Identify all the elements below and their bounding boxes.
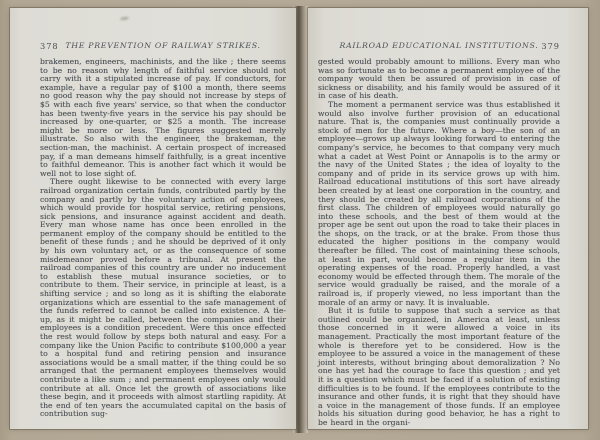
right-page-body (318, 58, 560, 428)
right-page-number: 379 (541, 41, 560, 51)
paragraph: The moment a permanent service was thus established it would also involve further provision of an educational nature. That is, the companies must continually provide a stock of men for the future. Where a boy—the son of an employee—grows up always looking forward to entering the company's service, he becomes to that company very much what a cadet at West Point or Annapolis is to the army or the navy of the United States ; the idea of loyalty to the company and of pride in its service grows up with him. Railroad educational institutions of this sort have already been created by at least one corporation in the country, and they should be created by all railroad corporations of the first class. The children of employees would naturally go into these schools, and the best of them would at the proper age be sent out upon the road to take their places in the shops, on the track, or at the brake. From those thus educated the higher positions in the company would thereafter be filled. The cost of maintaining these schools, at least in part, would become a regular item in the operating expenses of the road. Properly handled, a vast economy would be effected through them. The morale of the service would gradually be raised, and the morale of a railroad is, if properly viewed, no less important than the morale of an army or navy. It is invaluable. (318, 99, 560, 307)
paragraph: brakemen, engineers, machinists, and the like ; there seems to be no reason why length of faithful service should not carry with it a stipulated increase of pay. If conductors, for example, have a regular pay of $100 a month, there seems no good reason why the pay should not increase by steps of $5 with each five years' service, so that when the conductor has been twenty-five years in the service his pay should be increased by one-quarter, or $25 a month. The increase might be more or less. The figures suggested merely illustrate. So also with the engineer, the brakeman, the section-man, the machinist. A certain prospect of increased pay, if a man demeans himself faithfully, is a great incentive to faithful demeanor. This is another fact which it would be well not to lose sight of. (40, 57, 286, 178)
paragraph: gested would probably amount to millions. Every man who was so fortunate as to become a permanent employee of the company would then be assured of provision in case of sickness or disability, and his family would be assured of it in case of his death. (318, 57, 560, 101)
left-page (10, 8, 296, 429)
left-running-title: THE PREVENTION OF RAILWAY STRIKES. (65, 41, 261, 50)
left-page-body (40, 58, 286, 419)
smudge-mark (120, 16, 129, 20)
paragraph: There ought likewise to be connected with every large railroad organization certain funds, contributed partly by the company and partly by the voluntary action of employees, which would provide for hospital service, retiring pensions, sick pensions, and insurance against accident and death. Every man whose name has once been enrolled in the permanent employ of the company should be entitled to the benefit of these funds ; and he should be deprived of it only by his own voluntary act, or as the consequence of some misdemeanor proved before a tribunal. At present the railroad companies of this country are under no inducement to establish these mutual insurance societies, or to contribute to them. Their service, in principle at least, is a shifting service ; and so long as it is shifting the elaborate organizations which are essential to the safe management of the funds referred to cannot be called into existence. A tie-up, as it might be called, between the companies and their employees is a condition precedent. Were this once effected the rest would follow by steps both natural and easy. For a company like the Union Pacific to contribute $100,000 a year to a hospital fund and retiring pension and insurance associations would be a small matter, if the thing could be so arranged that the permanent employees themselves would contribute a like sum ; and permanent employees only would contribute at all. Once let the growth of associations like these begin, and it proceeds with almost startling rapidity. At the end of ten years the accumulated capital on the basis of contribution sug- (40, 177, 286, 419)
left-page-number: 378 (40, 41, 59, 51)
paragraph: But it is futile to suppose that such a service as that outlined could be organized, in America at least, unless those concerned in it were allowed a voice in its management. Practically the most important feature of the whole is therefore yet to be considered. How is the employee to be assured a voice in the management of these joint interests, without bringing about demoralization ? No one has yet had the courage to face this question ; and yet it is a question which must be faced if a solution of existing difficulties is to be found. If the employees contribute to the insurance and other funds, it is right that they should have a voice in the management of those funds. If an employee holds his situation during good behavior, he has a right to be heard in the organi- (318, 306, 560, 427)
right-running-title: RAILROAD EDUCATIONAL INSTITUTIONS. (339, 41, 539, 50)
left-page-header (40, 41, 286, 51)
right-page-header (318, 41, 560, 51)
right-page (308, 8, 588, 429)
